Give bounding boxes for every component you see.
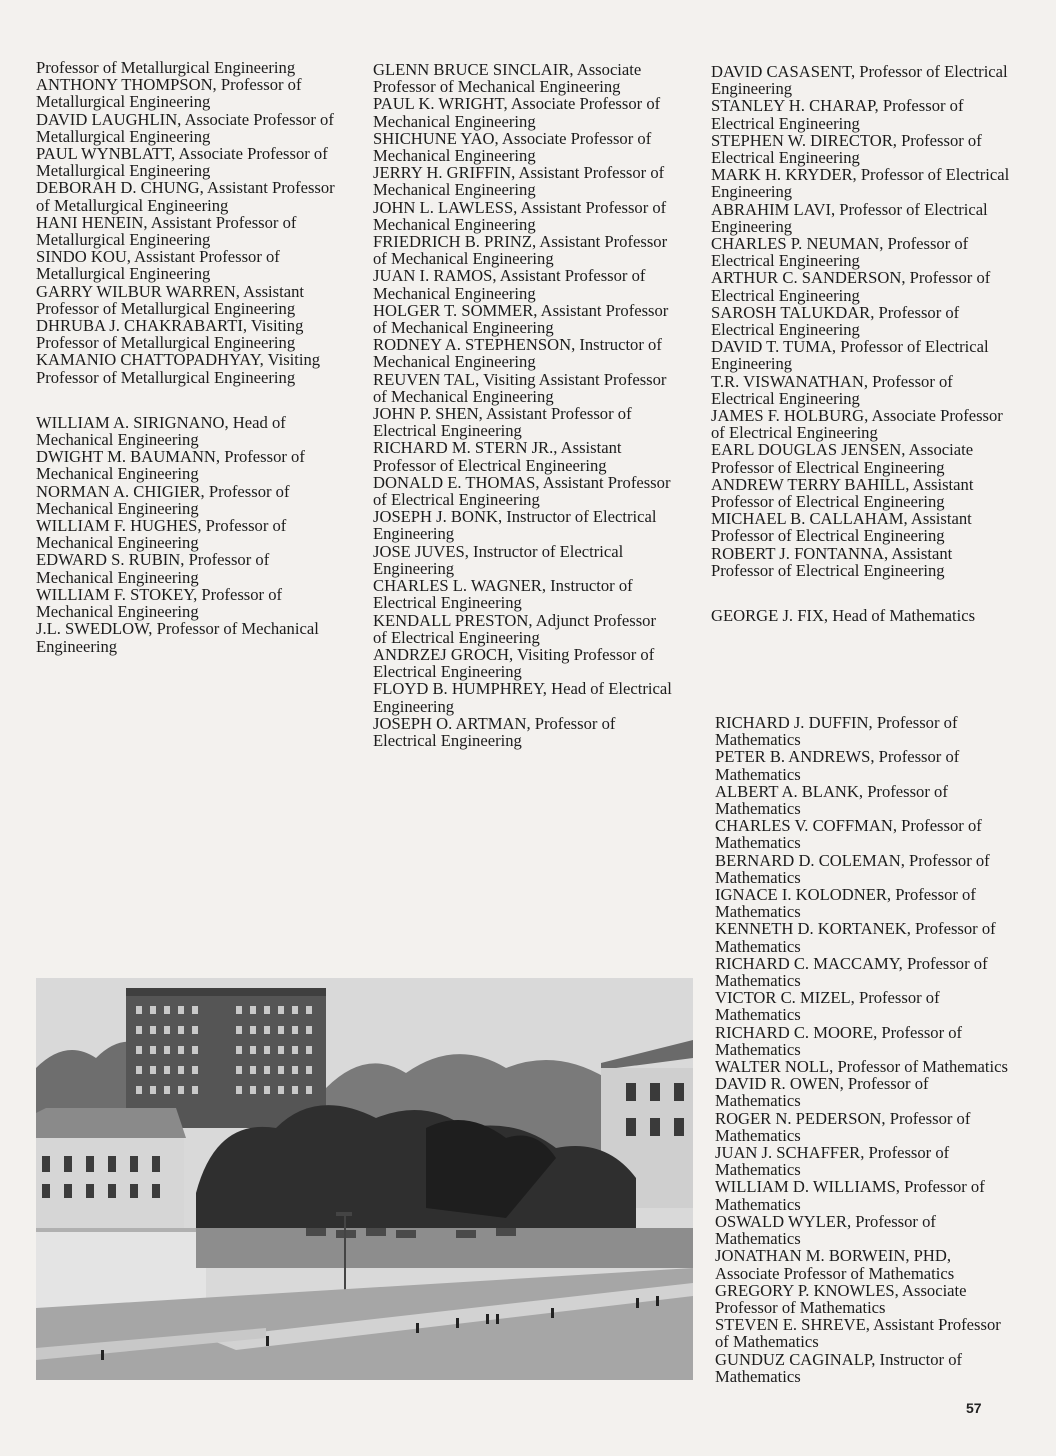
column-3-top	[711, 63, 1011, 624]
faculty-entry: GUNDUZ CAGINALP, Instructor of Mathematics	[715, 1349, 963, 1386]
faculty-entry: HOLGER T. SOMMER, Assistant Professor of Mechanical Engineering	[373, 300, 669, 338]
faculty-entry: IGNACE I. KOLODNER, Professor of Mathematics	[715, 885, 976, 922]
faculty-entry: DAVID LAUGHLIN, Associate Professor of Metallurgical Engineering	[36, 109, 334, 146]
faculty-entry: Professor of Metallurgical Engineering	[36, 58, 296, 77]
faculty-entry: ROGER N. PEDERSON, Professor of Mathematics	[715, 1108, 971, 1145]
faculty-entry: ROBERT J. FONTANNA, Assistant Professor of Electrical Engineering	[711, 543, 953, 580]
faculty-entry: CHARLES L. WAGNER, Instructor of Electrical Engineering	[373, 576, 633, 613]
faculty-entry: JOSEPH J. BONK, Instructor of Electrical Engineering	[373, 507, 657, 544]
faculty-entry: RICHARD J. DUFFIN, Professor of Mathematics	[715, 713, 958, 750]
faculty-entry: T.R. VISWANATHAN, Professor of Electrical Engineering	[711, 371, 953, 408]
faculty-list-metallurgical	[36, 59, 336, 386]
faculty-entry: JOSEPH O. ARTMAN, Professor of Electrical Engineering	[373, 713, 616, 750]
department-head-entry: FLOYD B. HUMPHREY, Head of Electrical Engineering	[373, 679, 672, 716]
faculty-entry: J.L. SWEDLOW, Professor of Mechanical Engineering	[36, 619, 319, 656]
faculty-entry: REUVEN TAL, Visiting Assistant Professor of Mechanical Engineering	[373, 369, 667, 406]
faculty-entry: KAMANIO CHATTOPADHYAY, Visiting Professor of Metallurgical Engineering	[36, 350, 321, 387]
faculty-entry: ANDRZEJ GROCH, Visiting Professor of Electrical Engineering	[373, 644, 655, 682]
faculty-entry: JAMES F. HOLBURG, Associate Professor of Electrical Engineering	[711, 406, 1003, 443]
faculty-entry: EDWARD S. RUBIN, Professor of Mechanical Engineering	[36, 550, 270, 587]
faculty-entry: MARK H. KRYDER, Professor of Electrical Engineering	[711, 165, 1010, 202]
faculty-entry: GREGORY P. KNOWLES, Associate Professor of Mathematics	[715, 1280, 967, 1317]
faculty-entry: PETER B. ANDREWS, Professor of Mathematics	[715, 747, 960, 784]
faculty-entry: JONATHAN M. BORWEIN, PHD, Associate Professor of Mathematics	[715, 1246, 955, 1283]
faculty-entry: KENDALL PRESTON, Adjunct Professor of Electrical Engineering	[373, 610, 657, 647]
faculty-entry: MICHAEL B. CALLAHAM, Assistant Professor of Electrical Engineering	[711, 509, 972, 546]
faculty-entry: DWIGHT M. BAUMANN, Professor of Mechanical Engineering	[36, 447, 305, 484]
faculty-list-mechanical	[36, 414, 336, 655]
campus-photo	[36, 978, 693, 1380]
faculty-entry: RODNEY A. STEPHENSON, Instructor of Mechanical Engineering	[373, 335, 662, 372]
faculty-entry: GARRY WILBUR WARREN, Assistant Professor of Metallurgical Engineering	[36, 281, 304, 318]
faculty-entry: PAUL WYNBLATT, Associate Professor of Metallurgical Engineering	[36, 144, 328, 181]
column-1	[36, 59, 336, 655]
faculty-entry: OSWALD WYLER, Professor of Mathematics	[715, 1211, 936, 1249]
faculty-entry: SHICHUNE YAO, Associate Professor of Mechanical Engineering	[373, 128, 652, 166]
page-number: 57	[966, 1400, 982, 1416]
faculty-entry: RICHARD C. MACCAMY, Professor of Mathematics	[715, 953, 988, 991]
section-spacer	[36, 386, 336, 414]
department-head-entry: WILLIAM A. SIRIGNANO, Head of Mechanical Engineering	[36, 412, 286, 450]
faculty-entry: ANDREW TERRY BAHILL, Assistant Professor of Electrical Engineering	[711, 474, 974, 512]
faculty-entry: WILLIAM F. HUGHES, Professor of Mechanical Engineering	[36, 516, 287, 553]
faculty-entry: DONALD E. THOMAS, Assistant Professor of Electrical Engineering	[373, 472, 671, 510]
faculty-entry: CHARLES P. NEUMAN, Professor of Electrical Engineering	[711, 234, 969, 271]
faculty-entry: WILLIAM D. WILLIAMS, Professor of Mathematics	[715, 1177, 985, 1214]
faculty-entry: JOHN L. LAWLESS, Assistant Professor of Mechanical Engineering	[373, 197, 667, 234]
faculty-entry: SAROSH TALUKDAR, Professor of Electrical Engineering	[711, 302, 960, 340]
faculty-entry: ARTHUR C. SANDERSON, Professor of Electrical Engineering	[711, 268, 991, 305]
faculty-entry: SINDO KOU, Assistant Professor of Metallurgical Engineering	[36, 247, 280, 284]
faculty-entry: ALBERT A. BLANK, Professor of Mathematics	[715, 781, 948, 819]
faculty-entry: VICTOR C. MIZEL, Professor of Mathematics	[715, 988, 940, 1025]
section-spacer	[711, 579, 1011, 607]
faculty-entry: HANI HENEIN, Assistant Professor of Metallurgical Engineering	[36, 212, 297, 250]
faculty-entry: JOHN P. SHEN, Assistant Professor of Electrical Engineering	[373, 404, 632, 441]
faculty-entry: RICHARD M. STERN JR., Assistant Professor of Electrical Engineering	[373, 438, 622, 475]
faculty-entry: STEPHEN W. DIRECTOR, Professor of Electrical Engineering	[711, 130, 982, 168]
faculty-entry: JUAN J. SCHAFFER, Professor of Mathematics	[715, 1143, 950, 1180]
faculty-entry: BERNARD D. COLEMAN, Professor of Mathematics	[715, 850, 990, 887]
faculty-entry: CHARLES V. COFFMAN, Professor of Mathematics	[715, 816, 982, 853]
faculty-entry: JOSE JUVES, Instructor of Electrical Engineering	[373, 541, 624, 578]
faculty-entry: DAVID T. TUMA, Professor of Electrical Engineering	[711, 337, 989, 374]
faculty-entry: ANTHONY THOMPSON, Professor of Metallurgical Engineering	[36, 75, 302, 112]
faculty-entry: JUAN I. RAMOS, Assistant Professor of Mechanical Engineering	[373, 266, 646, 303]
faculty-entry: GLENN BRUCE SINCLAIR, Associate Professor of Mechanical Engineering	[373, 60, 642, 97]
faculty-entry: JERRY H. GRIFFIN, Assistant Professor of Mechanical Engineering	[373, 163, 665, 200]
faculty-entry: STANLEY H. CHARAP, Professor of Electrical Engineering	[711, 96, 964, 133]
campus-photo-illustration	[36, 978, 693, 1380]
faculty-entry: EARL DOUGLAS JENSEN, Associate Professor of Electrical Engineering	[711, 440, 974, 477]
faculty-entry: FRIEDRICH B. PRINZ, Assistant Professor of Mechanical Engineering	[373, 232, 668, 269]
department-head-entry: GEORGE J. FIX, Head of Mathematics	[711, 606, 976, 626]
column-2	[373, 61, 673, 749]
faculty-entry: DAVID CASASENT, Professor of Electrical Engineering	[711, 62, 1008, 99]
faculty-entry: WILLIAM F. STOKEY, Professor of Mechanical Engineering	[36, 584, 283, 622]
faculty-entry: ABRAHIM LAVI, Professor of Electrical Engineering	[711, 199, 988, 236]
faculty-entry: DEBORAH D. CHUNG, Assistant Professor of Metallurgical Engineering	[36, 178, 335, 215]
faculty-entry: RICHARD C. MOORE, Professor of Mathematics	[715, 1022, 963, 1059]
faculty-entry: PAUL K. WRIGHT, Associate Professor of Mechanical Engineering	[373, 94, 661, 131]
faculty-entry: DAVID R. OWEN, Professor of Mathematics	[715, 1074, 929, 1111]
faculty-entry: STEVEN E. SHREVE, Assistant Professor of Mathematics	[715, 1315, 1001, 1352]
faculty-entry: NORMAN A. CHIGIER, Professor of Mechanical Engineering	[36, 481, 290, 518]
column-3-bottom	[715, 714, 1015, 1385]
faculty-entry: WALTER NOLL, Professor of Mathematics	[715, 1057, 1008, 1077]
faculty-entry: DHRUBA J. CHAKRABARTI, Visiting Professor of Metallurgical Engineering	[36, 316, 304, 353]
faculty-entry: KENNETH D. KORTANEK, Professor of Mathematics	[715, 919, 996, 956]
